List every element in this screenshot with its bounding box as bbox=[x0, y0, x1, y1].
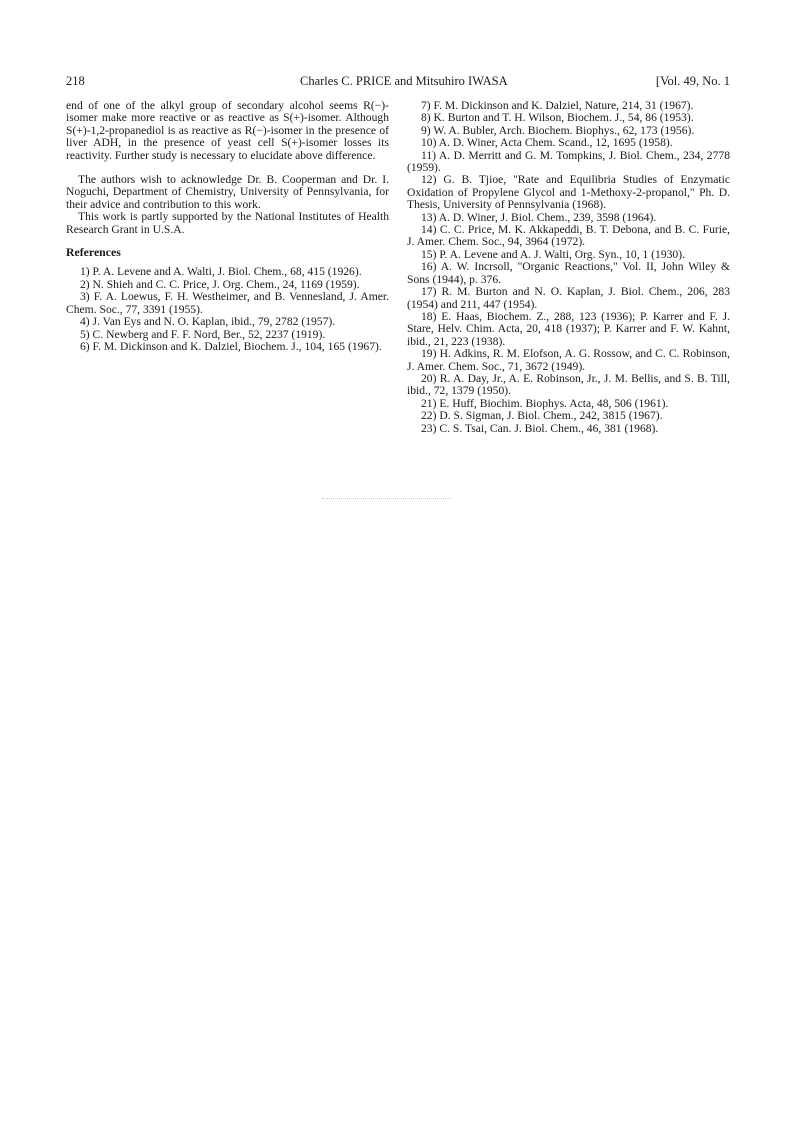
reference-item: 8) K. Burton and T. H. Wilson, Biochem. J., 54, 86 (1953). bbox=[421, 111, 694, 125]
reference-item: 15) P. A. Levene and A. J. Walti, Org. Syn., 10, 1 (1930). bbox=[421, 247, 685, 261]
end-of-article-rule bbox=[322, 498, 452, 499]
page-number: 218 bbox=[66, 74, 85, 88]
reference-item: 3) F. A. Loewus, F. H. Westheimer, and B. Vennesland, J. Amer. Chem. Soc., 77, 3391 (1955). bbox=[66, 290, 389, 316]
reference-item: 11) A. D. Merritt and G. M. Tompkins, J. Biol. Chem., 234, 2778 (1959). bbox=[407, 148, 730, 175]
reference-item: 7) F. M. Dickinson and K. Dalziel, Nature, 214, 31 (1967). bbox=[421, 99, 694, 112]
right-column bbox=[407, 100, 730, 435]
reference-item: 1) P. A. Levene and A. Walti, J. Biol. Chem., 68, 415 (1926). bbox=[80, 265, 362, 279]
page-header bbox=[66, 74, 730, 92]
reference-item: 22) D. S. Sigman, J. Biol. Chem., 242, 3815 (1967). bbox=[421, 409, 663, 423]
volume-info: [Vol. 49, No. 1 bbox=[655, 74, 730, 88]
reference-item: 16) A. W. Incrsoll, "Organic Reactions," Vol. II, John Wiley & Sons (1944), p. 376. bbox=[407, 260, 730, 286]
reference-item: 14) C. C. Price, M. K. Akkapeddi, B. T. Debona, and B. C. Furie, J. Amer. Chem. Soc., 94, 3964 (1972). bbox=[407, 223, 730, 249]
reference-item: 13) A. D. Winer, J. Biol. Chem., 239, 3598 (1964). bbox=[421, 210, 657, 224]
body-paragraph: end of one of the alkyl group of secondary alcohol seems R(−)-isomer make more reactive or as reactive as S(+)-isomer. Although S(+)-1,2-propanediol is as reactive as R(−)-isomer in the presence of liver ADH, in the presence of yeast cell S(+)-isomer losses its reactivity. Further study is necessary to elucidate above difference. bbox=[66, 99, 389, 162]
reference-item: 21) E. Huff, Biochim. Biophys. Acta, 48, 506 (1961). bbox=[421, 396, 669, 410]
left-column bbox=[66, 100, 389, 353]
reference-item: 5) C. Newberg and F. F. Nord, Ber., 52, 2237 (1919). bbox=[80, 327, 326, 341]
reference-item: 4) J. Van Eys and N. O. Kaplan, ibid., 79, 2782 (1957). bbox=[80, 315, 336, 329]
reference-item: 9) W. A. Bubler, Arch. Biochem. Biophys., 62, 173 (1956). bbox=[421, 123, 695, 137]
running-title: Charles C. PRICE and Mitsuhiro IWASA bbox=[300, 74, 508, 88]
reference-item: 20) R. A. Day, Jr., A. E. Robinson, Jr., J. M. Bellis, and S. B. Till, ibid., 72, 1379 (1950). bbox=[407, 371, 730, 398]
reference-item: 10) A. D. Winer, Acta Chem. Scand., 12, 1695 (1958). bbox=[421, 136, 673, 150]
reference-item: 6) F. M. Dickinson and K. Dalziel, Biochem. J., 104, 165 (1967). bbox=[80, 339, 382, 353]
reference-item: 19) H. Adkins, R. M. Elofson, A. G. Rossow, and C. C. Robinson, J. Amer. Chem. Soc., 71, 3672 (1949). bbox=[407, 347, 730, 373]
references-heading: References bbox=[66, 245, 121, 260]
acknowledgement-paragraph: The authors wish to acknowledge Dr. B. Cooperman and Dr. I. Noguchi, Department of Chemistry, University of Pennsylvania, for their advice and contribution to this work. bbox=[66, 173, 389, 211]
funding-paragraph: This work is partly supported by the National Institutes of Health Research Grant in U.S.A. bbox=[66, 210, 389, 236]
reference-item: 23) C. S. Tsai, Can. J. Biol. Chem., 46, 381 (1968). bbox=[421, 421, 659, 435]
reference-item: 12) G. B. Tjioe, "Rate and Equilibria Studies of Enzymatic Oxidation of Propylene Glycol and 1-Methoxy-2-propanol," Ph. D. Thesis, University of Pennsylvania (1968). bbox=[407, 173, 730, 212]
reference-item: 18) E. Haas, Biochem. Z., 288, 123 (1936); P. Karrer and F. J. Stare, Helv. Chim. Acta, 20, 418 (1937); P. Karrer and F. W. Kahnt, ibid., 21, 223 (1938). bbox=[407, 309, 730, 348]
reference-item: 17) R. M. Burton and N. O. Kaplan, J. Biol. Chem., 206, 283 (1954) and 211, 447 (1954). bbox=[407, 285, 730, 311]
reference-item: 2) N. Shieh and C. C. Price, J. Org. Chem., 24, 1169 (1959). bbox=[80, 277, 360, 291]
